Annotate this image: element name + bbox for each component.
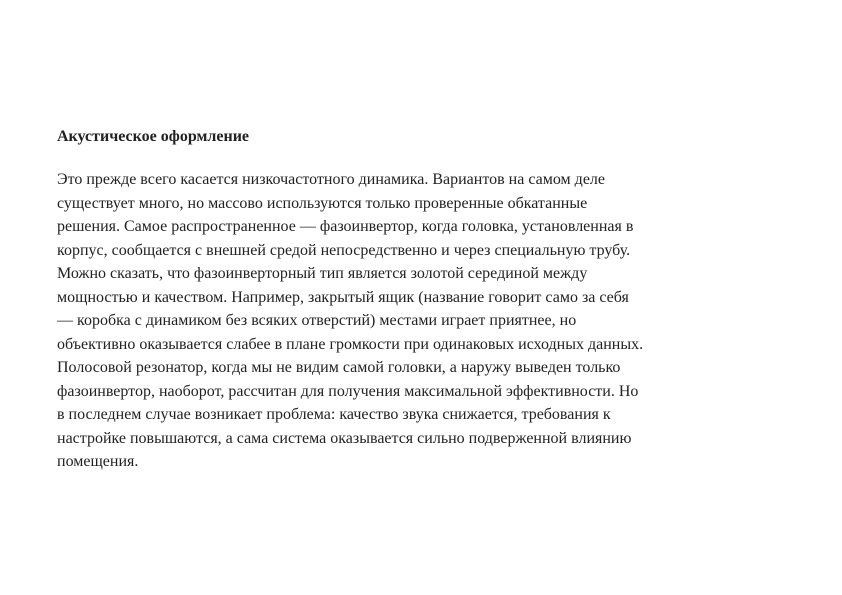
paragraph-line: Это прежде всего касается низкочастотного динамика. Вариантов на самом деле (57, 171, 605, 188)
paragraph-line: Полосовой резонатор, когда мы не видим самой головки, а наружу выведен только (57, 359, 621, 376)
paragraph-line: Можно сказать, что фазоинверторный тип является золотой серединой между (57, 265, 588, 282)
body-paragraph (57, 168, 643, 474)
paragraph-line: настройке повышаются, а сама система оказывается сильно подверженной влиянию (57, 429, 632, 447)
paragraph-line: помещения. (57, 453, 139, 470)
section-heading: Акустическое оформление (57, 128, 250, 145)
paragraph-line: существует много, но массово используются только проверенные обкатанные (57, 194, 588, 212)
paragraph-line: в последнем случае возникает проблема: качество звука снижается, требования к (57, 406, 611, 423)
paragraph-line: фазоинвертор, наоборот, рассчитан для получения максимальной эффективности. Но (57, 382, 639, 400)
paragraph-line: объективно оказывается слабее в плане громкости при одинаковых исходных данных. (57, 335, 644, 353)
paragraph-line: корпус, сообщается с внешней средой непосредственно и через специальную трубу. (57, 241, 631, 259)
paragraph-line: — коробка с динамиком без всяких отверстий) местами играет приятнее, но (57, 312, 577, 329)
paragraph-line: мощностью и качеством. Например, закрытый ящик (название говорит само за себя (57, 288, 629, 306)
paragraph-line: решения. Самое распространенное — фазоинвертор, когда головка, установленная в (57, 218, 634, 235)
